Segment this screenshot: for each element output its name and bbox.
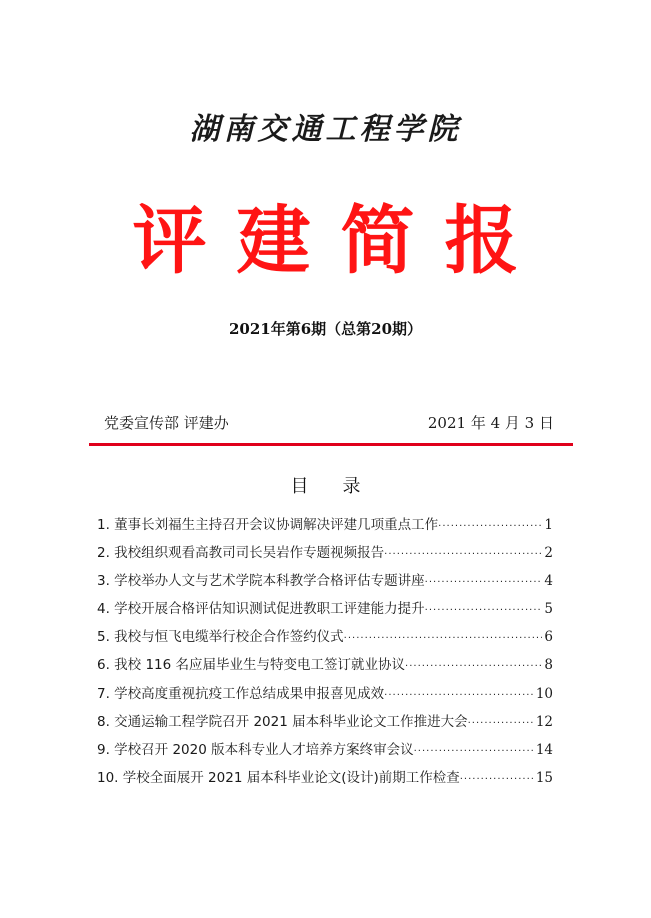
toc-item[interactable] <box>97 710 553 738</box>
toc-item-page: 2 <box>544 545 553 562</box>
toc-item-page: 6 <box>544 629 553 646</box>
toc-item[interactable] <box>97 541 553 569</box>
issue-number: 2021年第6期（总第20期） <box>228 320 423 338</box>
toc-item-title: 7. 学校高度重视抗疫工作总结成果申报喜见成效 <box>97 685 385 702</box>
toc-leader-dots <box>468 718 534 729</box>
table-of-contents <box>97 513 553 794</box>
toc-item-page: 14 <box>535 741 553 758</box>
toc-leader-dots <box>425 605 543 616</box>
toc-item-page: 12 <box>535 713 553 730</box>
publication-title: 评建简报 <box>132 198 549 284</box>
toc-item-page: 15 <box>535 769 553 786</box>
toc-item-title: 9. 学校召开 2020 版本科专业人才培养方案终审会议 <box>97 741 414 758</box>
toc-item-title: 4. 学校开展合格评估知识测试促进教职工评建能力提升 <box>97 601 425 618</box>
toc-leader-dots <box>344 633 543 644</box>
toc-item-page: 5 <box>544 601 553 618</box>
toc-item[interactable] <box>97 569 553 597</box>
toc-item-title: 2. 我校组织观看高教司司长吴岩作专题视频报告 <box>97 545 385 562</box>
toc-item-title: 5. 我校与恒飞电缆举行校企合作签约仪式 <box>97 629 344 646</box>
toc-item-page: 4 <box>544 573 553 590</box>
toc-item-title: 8. 交通运输工程学院召开 2021 届本科毕业论文工作推进大会 <box>97 713 468 730</box>
toc-item[interactable] <box>97 513 553 541</box>
toc-heading: 目录 <box>290 476 395 497</box>
toc-leader-dots <box>425 577 543 588</box>
toc-leader-dots <box>405 661 542 672</box>
toc-item-title: 6. 我校 116 名应届毕业生与特变电工签订就业协议 <box>97 657 406 674</box>
toc-item-page: 8 <box>544 657 553 674</box>
toc-item-title: 1. 董事长刘福生主持召开会议协调解决评建几项重点工作 <box>97 517 439 533</box>
department-line: 党委宣传部 评建办 <box>104 414 229 432</box>
toc-leader-dots <box>384 549 542 560</box>
publish-date: 2021 年 4 月 3 日 <box>427 414 554 432</box>
toc-item-page: 1 <box>544 517 553 533</box>
toc-item-title: 10. 学校全面展开 2021 届本科毕业论文(设计)前期工作检查 <box>97 769 460 786</box>
toc-item[interactable] <box>97 766 553 794</box>
toc-leader-dots <box>460 774 534 785</box>
toc-leader-dots <box>438 521 542 532</box>
toc-leader-dots <box>384 690 534 701</box>
toc-item[interactable] <box>97 738 553 766</box>
red-divider-rule <box>89 443 573 446</box>
toc-item[interactable] <box>97 682 553 710</box>
toc-leader-dots <box>414 746 534 757</box>
toc-item-title: 3. 学校举办人文与艺术学院本科教学合格评估专题讲座 <box>97 573 425 590</box>
toc-item[interactable] <box>97 653 553 681</box>
toc-item[interactable] <box>97 625 553 653</box>
school-name: 湖南交通工程学院 <box>189 112 462 147</box>
toc-item-page: 10 <box>535 685 553 702</box>
toc-item[interactable] <box>97 597 553 625</box>
